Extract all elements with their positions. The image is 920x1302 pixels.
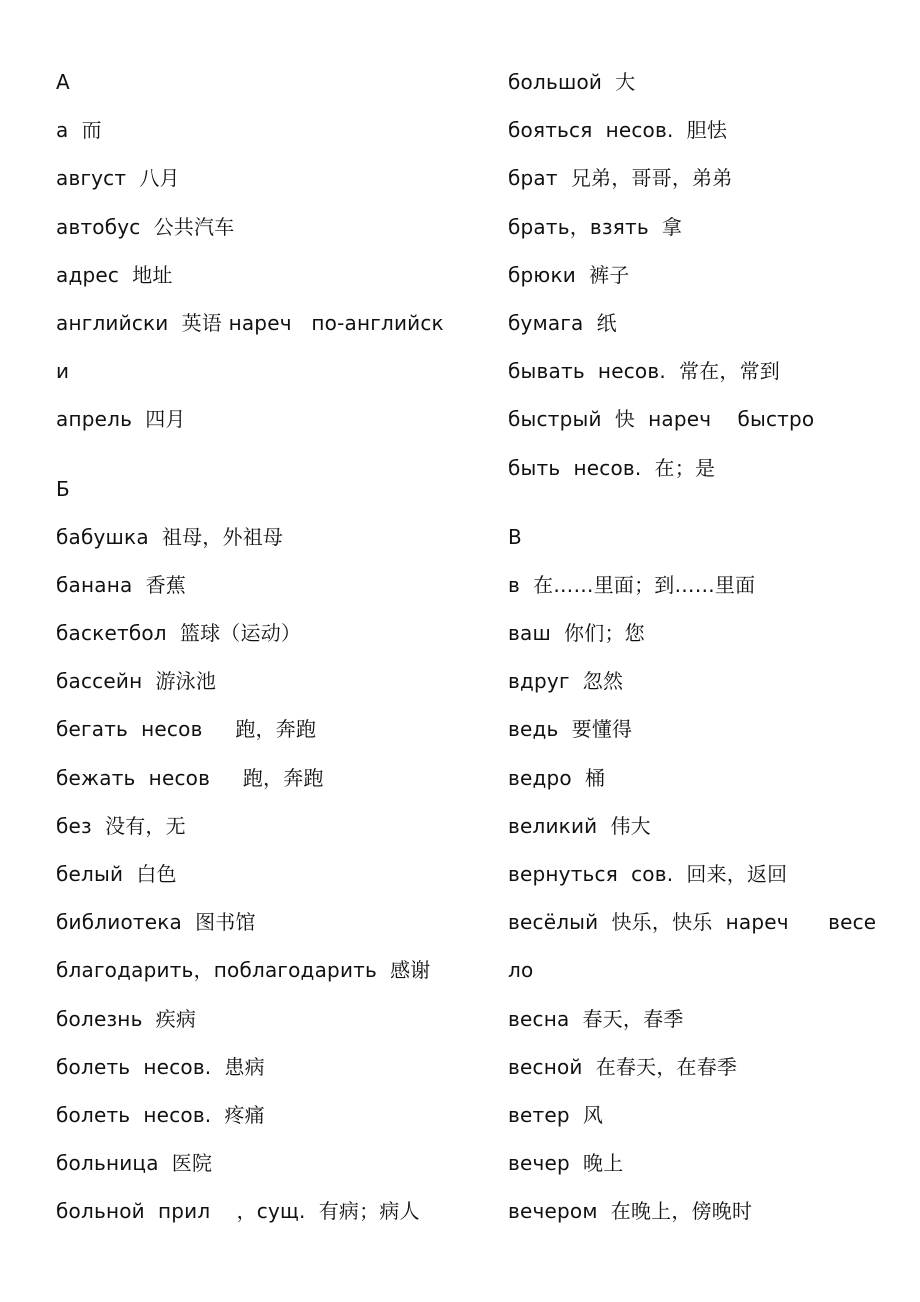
vocabulary-entry: бассейн 游泳池 — [56, 669, 217, 694]
vocabulary-entry: вечер 晚上 — [508, 1151, 624, 1176]
vocabulary-entry: белый 白色 — [56, 862, 177, 886]
vocabulary-entry: ветер 风 — [508, 1102, 604, 1127]
vocabulary-entry: брать，взять 拿 — [508, 214, 683, 239]
vocabulary-entry: ло — [508, 958, 534, 983]
vocabulary-entry: болеть несов. 疼痛 — [56, 1102, 265, 1127]
vocabulary-entry: брюки 裤子 — [508, 262, 630, 287]
vocabulary-entry: вечером 在晚上，傍晚时 — [508, 1199, 753, 1224]
vocabulary-entry: весна 春天，春季 — [508, 1006, 684, 1031]
vocabulary-entry: ведро 桶 — [508, 765, 606, 790]
vocabulary-entry: английски 英语 нареч по-английск — [56, 310, 444, 335]
vocabulary-entry: бегать несов 跑，奔跑 — [56, 717, 317, 742]
vocabulary-entry: ведь 要懂得 — [508, 717, 633, 742]
vocabulary-entry: болезнь 疾病 — [56, 1006, 197, 1031]
right-column — [508, 58, 908, 1236]
vocabulary-entry: адрес 地址 — [56, 262, 173, 287]
vocabulary-entry: баскетбол 篮球（运动） — [56, 621, 302, 646]
vocabulary-entry: вдруг 忽然 — [508, 669, 624, 694]
vocabulary-entry: больной прил ，сущ. 有病；病人 — [56, 1199, 420, 1224]
vocabulary-entry: в 在……里面；到……里面 — [508, 572, 756, 597]
vocabulary-entry: больница 医院 — [56, 1151, 213, 1176]
vocabulary-entry: быть несов. 在；是 — [508, 455, 716, 480]
vocabulary-entry: бабушка 祖母，外祖母 — [56, 524, 284, 549]
vocabulary-entry: бежать несов 跑，奔跑 — [56, 765, 324, 790]
vocabulary-entry: бояться несов. 胆怯 — [508, 118, 728, 143]
section-letter-heading: В — [508, 524, 522, 549]
vocabulary-entry: банана 香蕉 — [56, 572, 186, 597]
left-column — [56, 58, 476, 1236]
vocabulary-entry: быстрый 快 нареч быстро — [508, 407, 815, 432]
vocabulary-entry: великий 伟大 — [508, 813, 651, 838]
vocabulary-entry: а 而 — [56, 118, 102, 143]
vocabulary-entry: болеть несов. 患病 — [56, 1054, 265, 1079]
vocabulary-entry: библиотека 图书馆 — [56, 910, 256, 935]
vocabulary-entry: брат 兄弟，哥哥，弟弟 — [508, 166, 733, 191]
vocabulary-entry: август 八月 — [56, 166, 180, 191]
section-letter-heading: Б — [56, 476, 70, 501]
vocabulary-entry: и — [56, 359, 70, 384]
vocabulary-entry: ваш 你们；您 — [508, 621, 645, 646]
section-letter-heading: А — [56, 70, 70, 94]
section-gap — [508, 492, 908, 513]
vocabulary-entry: весной 在春天，在春季 — [508, 1054, 738, 1079]
vocabulary-entry: апрель 四月 — [56, 407, 186, 432]
vocabulary-entry: весёлый 快乐，快乐 нареч весе — [508, 910, 877, 935]
vocabulary-entry: бумага 纸 — [508, 310, 617, 335]
vocabulary-entry: бывать несов. 常在，常到 — [508, 359, 780, 384]
vocabulary-entry: вернуться сов. 回来，返回 — [508, 862, 788, 886]
section-gap — [56, 444, 476, 465]
vocabulary-entry: без 没有，无 — [56, 813, 186, 838]
vocabulary-entry: автобус 公共汽车 — [56, 214, 235, 239]
vocabulary-entry: большой 大 — [508, 70, 636, 94]
vocabulary-entry: благодарить，поблагодарить 感谢 — [56, 958, 431, 983]
